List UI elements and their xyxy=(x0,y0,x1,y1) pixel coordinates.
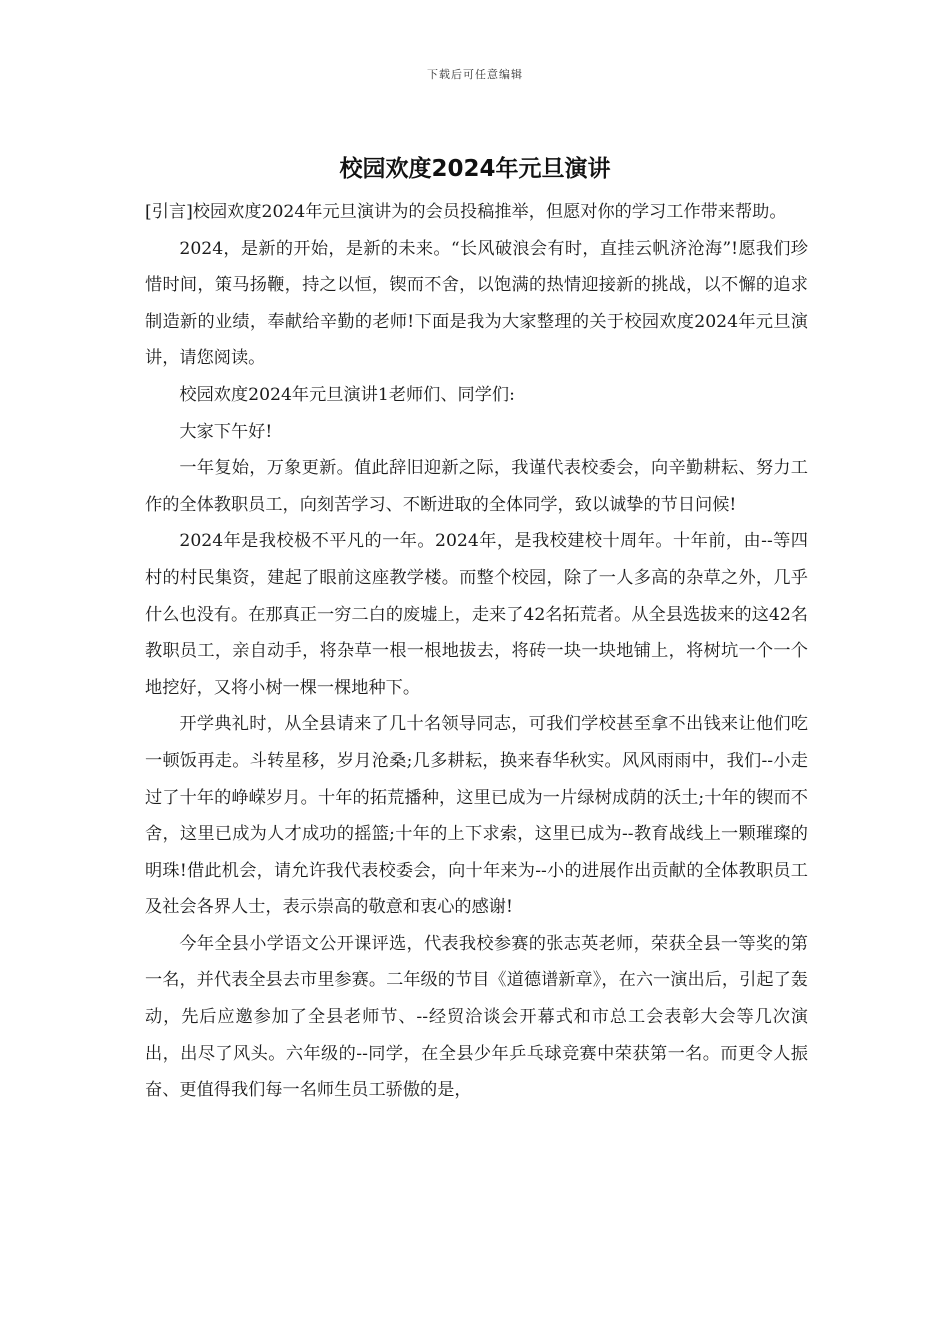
paragraph-intro: [引言]校园欢度2024年元旦演讲为的会员投稿推举，但愿对你的学习工作带来帮助。 xyxy=(145,202,787,222)
paragraph: 开学典礼时，从全县请来了几十名领导同志，可我们学校甚至拿不出钱来让他们吃一顿饭再走。斗转星移，岁月沧桑;几多耕耘，换来春华秋实。风风雨雨中，我们--小走过了十年的峥嵘岁月。十年的拓荒播种，这里已成为一片绿树成荫的沃土;十年的锲而不舍，这里已成为人才成功的摇篮;十年的上下求索，这里已成为--教育战线上一颗璀璨的明珠!借此机会，请允许我代表校委会，向十年来为--小的进展作出贡献的全体教职员工及社会各界人士，表示崇高的敬意和衷心的感谢! xyxy=(145,714,808,918)
document-title: 校园欢度2024年元旦演讲 xyxy=(339,156,611,182)
page-header-note: 下载后可任意编辑 xyxy=(427,68,523,81)
paragraph: 2024年是我校极不平凡的一年。2024年，是我校建校十周年。十年前，由--等四村的村民集资，建起了眼前这座教学楼。而整个校园，除了一人多高的杂草之外，几乎什么也没有。在那真正一穷二白的废墟上，走来了42名拓荒者。从全县选拔来的这42名教职员工，亲自动手，将杂草一根一根地拔去，将砖一块一块地铺上，将树坑一个一个地挖好，又将小树一棵一棵地种下。 xyxy=(145,531,808,698)
paragraph: 2024，是新的开始，是新的未来。“长风破浪会有时，直挂云帆济沧海”!愿我们珍惜时间，策马扬鞭，持之以恒，锲而不舍，以饱满的热情迎接新的挑战，以不懈的追求制造新的业绩，奉献给辛勤的老师!下面是我为大家整理的关于校园欢度2024年元旦演讲，请您阅读。 xyxy=(145,238,808,369)
paragraph: 今年全县小学语文公开课评选，代表我校参赛的张志英老师，荣获全县一等奖的第一名，并代表全县去市里参赛。二年级的节目《道德谱新章》，在六一演出后，引起了轰动，先后应邀参加了全县老师节、--经贸洽谈会开幕式和市总工会表彰大会等几次演出，出尽了风头。六年级的--同学，在全县少年乒乓球竞赛中荣获第一名。而更令人振奋、更值得我们每一名师生员工骄傲的是， xyxy=(145,933,808,1101)
paragraph-speech-heading: 校园欢度2024年元旦演讲1老师们、同学们: xyxy=(179,384,515,405)
document-body xyxy=(145,194,808,1109)
paragraph: 一年复始，万象更新。值此辞旧迎新之际，我谨代表校委会，向辛勤耕耘、努力工作的全体教职员工，向刻苦学习、不断进取的全体同学，致以诚挚的节日问候! xyxy=(145,458,808,515)
paragraph-greeting: 大家下午好! xyxy=(179,421,273,442)
